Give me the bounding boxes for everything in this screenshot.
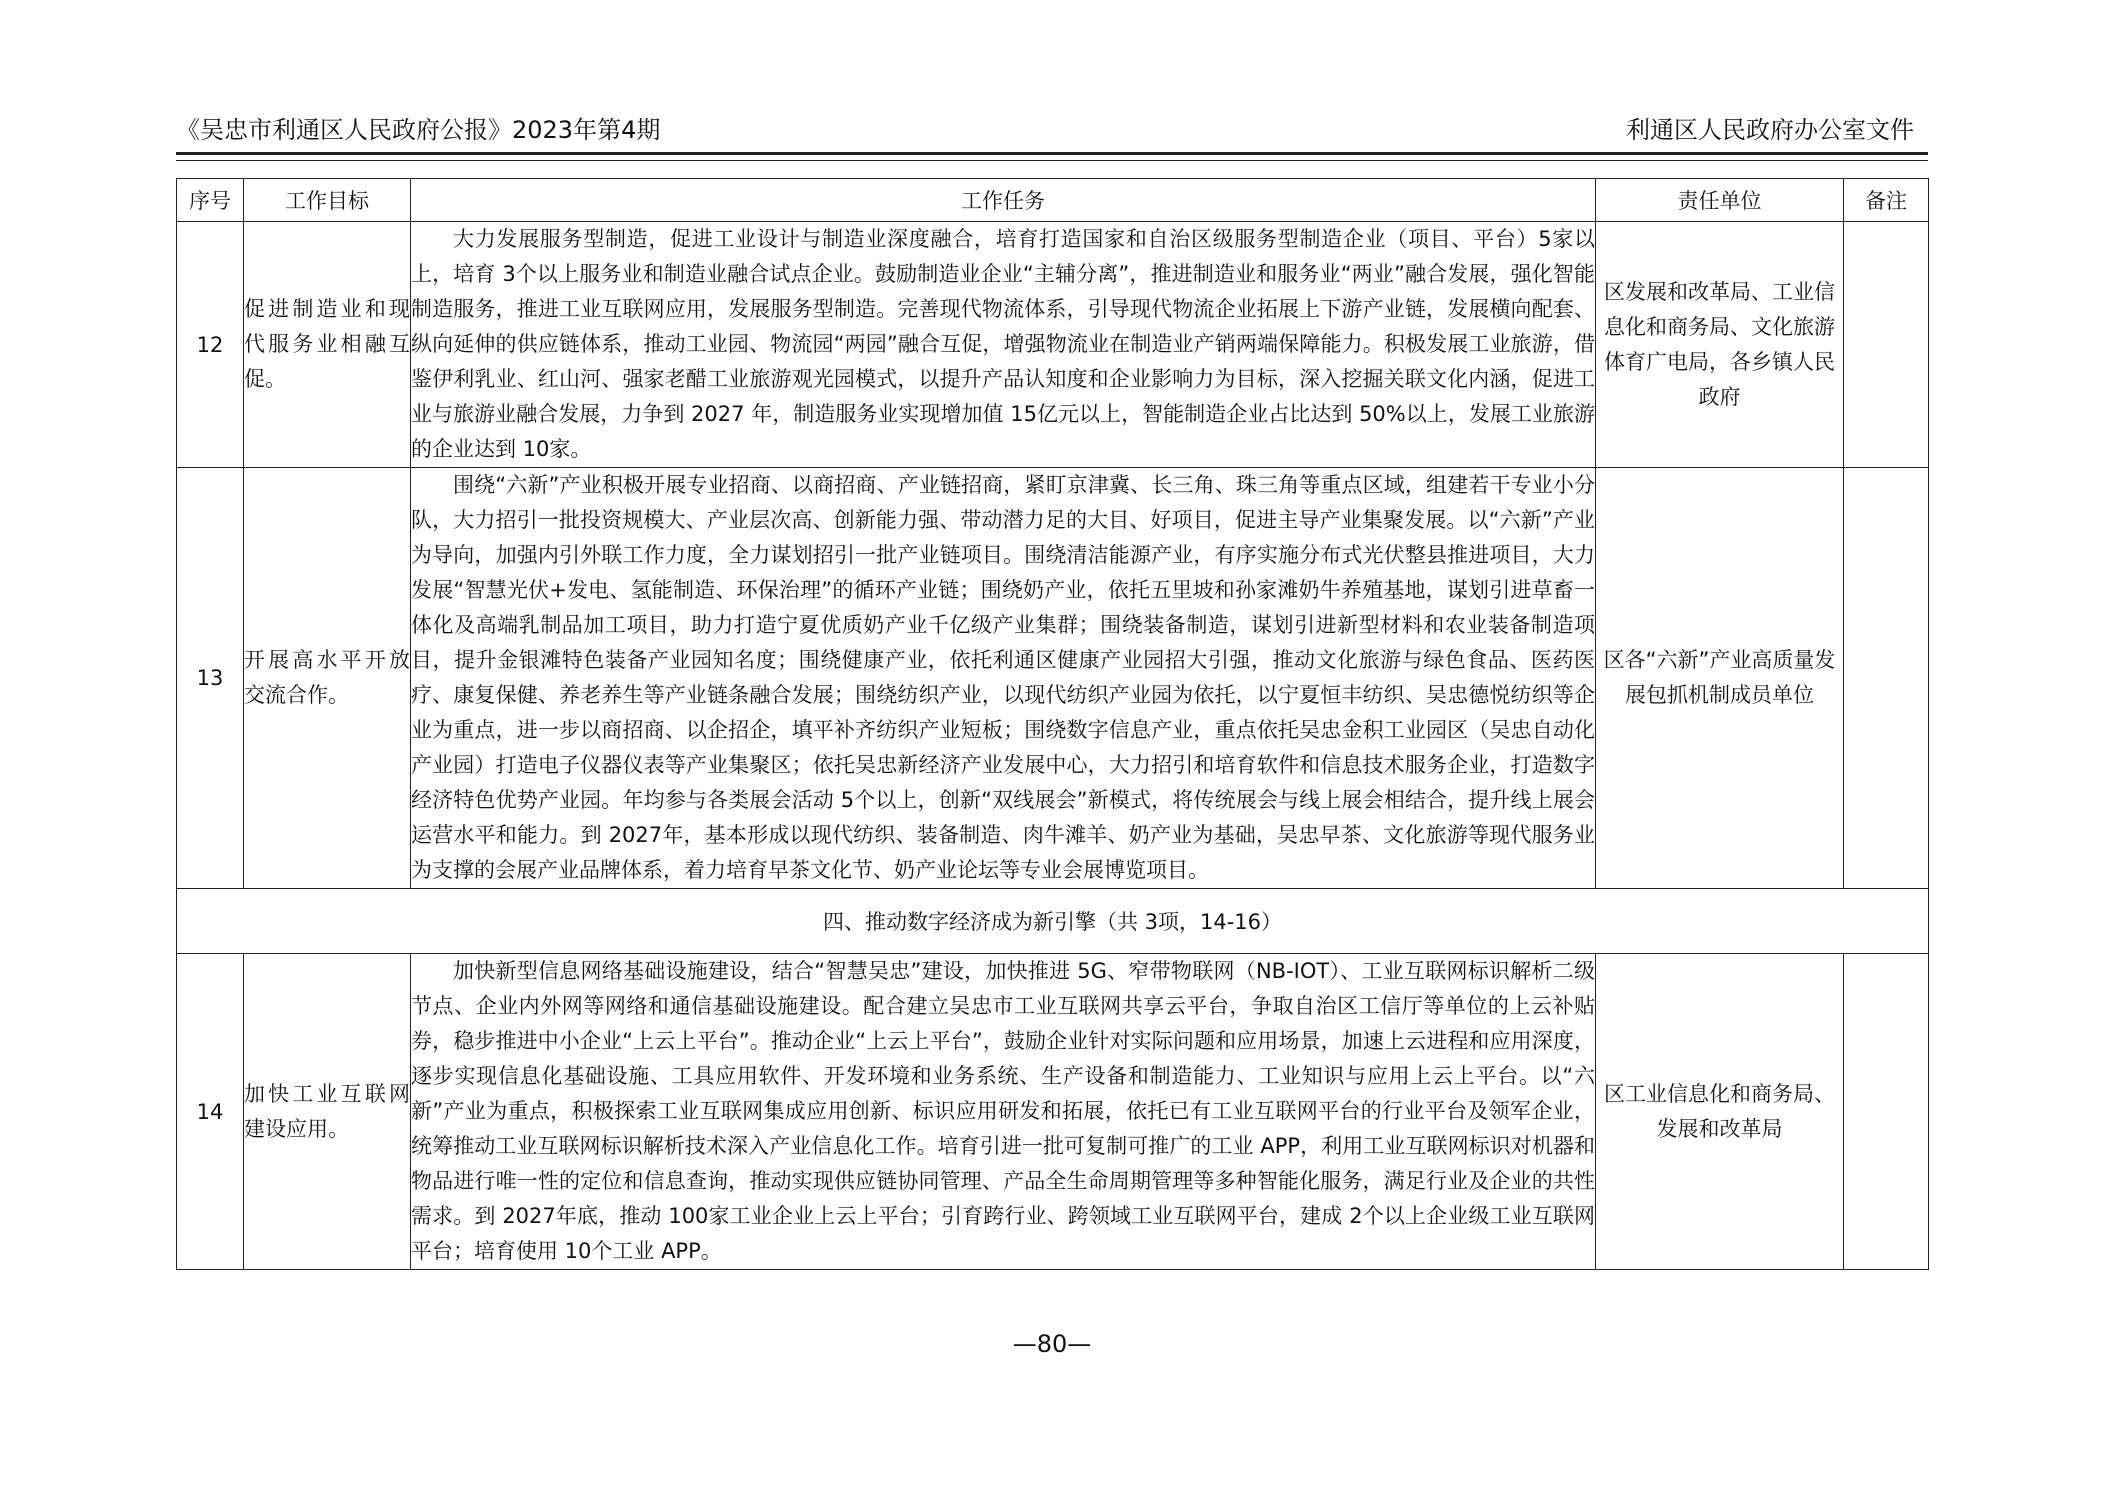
table-header-row xyxy=(177,179,1929,222)
row-goal: 开展高水平开放交流合作。 xyxy=(244,468,411,889)
row-task xyxy=(411,222,1596,468)
row-number: 14 xyxy=(177,954,244,1270)
row-goal: 加快工业互联网建设应用。 xyxy=(244,954,411,1270)
row-number: 13 xyxy=(177,468,244,889)
col-header-task: 工作任务 xyxy=(411,179,1596,222)
row-task xyxy=(411,954,1596,1270)
col-header-num: 序号 xyxy=(177,179,244,222)
row-unit: 区工业信息化和商务局、发展和改革局 xyxy=(1596,954,1844,1270)
row-goal: 促进制造业和现代服务业相融互促。 xyxy=(244,222,411,468)
row-unit: 区各“六新”产业高质量发展包抓机制成员单位 xyxy=(1596,468,1844,889)
row-note xyxy=(1844,954,1929,1270)
table-row xyxy=(177,222,1929,468)
row-note xyxy=(1844,468,1929,889)
header-rule-thin xyxy=(176,160,1928,161)
header-left: 《吴忠市利通区人民政府公报》2023年第4期 xyxy=(176,116,661,144)
table-row xyxy=(177,468,1929,889)
row-task xyxy=(411,468,1596,889)
row-task-text: 围绕“六新”产业积极开展专业招商、以商招商、产业链招商，紧盯京津冀、长三角、珠三角等重点区域，组建若干专业小分队，大力招引一批投资规模大、产业层次高、创新能力强、带动潜力足的大目、好项目，促进主导产业集聚发展。以“六新”产业为导向，加强内引外联工作力度，全力谋划招引一批产业链项目。围绕清洁能源产业，有序实施分布式光伏整县推进项目，大力发展“智慧光伏+发电、氢能制造、环保治理”的循环产业链；围绕奶产业，依托五里坡和孙家滩奶牛养殖基地，谋划引进草畜一体化及高端乳制品加工项目，助力打造宁夏优质奶产业千亿级产业集群；围绕装备制造，谋划引进新型材料和农业装备制造项目，提升金银滩特色装备产业园知名度；围绕健康产业，依托利通区健康产业园招大引强，推动文化旅游与绿色食品、医药医疗、康复保健、养老养生等产业链条融合发展；围绕纺织产业，以现代纺织产业园为依托，以宁夏恒丰纺织、吴忠德悦纺织等企业为重点，进一步以商招商、以企招企，填平补齐纺织产业短板；围绕数字信息产业，重点依托吴忠金积工业园区（吴忠自动化产业园）打造电子仪器仪表等产业集聚区；依托吴忠新经济产业发展中心，大力招引和培育软件和信息技术服务企业，打造数字经济特色优势产业园。年均参与各类展会活动 5个以上，创新“双线展会”新模式，将传统展会与线上展会相结合，提升线上展会运营水平和能力。到 2027年，基本形成以现代纺织、装备制造、肉牛滩羊、奶产业为基础，吴忠早茶、文化旅游等现代服务业为支撑的会展产业品牌体系，着力培育早茶文化节、奶产业论坛等专业会展博览项目。 xyxy=(411,473,1595,882)
col-header-unit: 责任单位 xyxy=(1596,179,1844,222)
section-row xyxy=(177,889,1929,954)
col-header-note: 备注 xyxy=(1844,179,1929,222)
table-row xyxy=(177,954,1929,1270)
section-heading: 四、推动数字经济成为新引擎（共 3项，14-16） xyxy=(177,889,1929,954)
task-table xyxy=(176,178,1929,1270)
row-task-text: 加快新型信息网络基础设施建设，结合“智慧吴忠”建设，加快推进 5G、窄带物联网（NB-IOT）、工业互联网标识解析二级节点、企业内外网等网络和通信基础设施建设。配合建立吴忠市工业互联网共享云平台，争取自治区工信厅等单位的上云补贴券，稳步推进中小企业“上云上平台”。推动企业“上云上平台”，鼓励企业针对实际问题和应用场景，加速上云进程和应用深度，逐步实现信息化基础设施、工具应用软件、开发环境和业务系统、生产设备和制造能力、工业知识与应用上云上平台。以“六新”产业为重点，积极探索工业互联网集成应用创新、标识应用研发和拓展，依托已有工业互联网平台的行业平台及领军企业，统筹推动工业互联网标识解析技术深入产业信息化工作。培育引进一批可复制可推广的工业 APP，利用工业互联网标识对机器和物品进行唯一性的定位和信息查询，推动实现供应链协同管理、产品全生命周期管理等多种智能化服务，满足行业及企业的共性需求。到 2027年底，推动 100家工业企业上云上平台；引育跨行业、跨领域工业互联网平台，建成 2个以上企业级工业互联网平台；培育使用 10个工业 APP。 xyxy=(411,959,1595,1263)
header-right: 利通区人民政府办公室文件 xyxy=(1626,116,1914,144)
header-rule-thick xyxy=(176,152,1928,155)
row-unit: 区发展和改革局、工业信息化和商务局、文化旅游体育广电局，各乡镇人民政府 xyxy=(1596,222,1844,468)
page-number: —80— xyxy=(1012,1330,1092,1358)
row-task-text: 大力发展服务型制造，促进工业设计与制造业深度融合，培育打造国家和自治区级服务型制造企业（项目、平台）5家以上，培育 3个以上服务业和制造业融合试点企业。鼓励制造业企业“主辅分离”，推进制造业和服务业“两业”融合发展，强化智能制造服务，推进工业互联网应用，发展服务型制造。完善现代物流体系，引导现代物流企业拓展上下游产业链，发展横向配套、纵向延伸的供应链体系，推动工业园、物流园“两园”融合互促，增强物流业在制造业产销两端保障能力。积极发展工业旅游，借鉴伊利乳业、红山河、强家老醋工业旅游观光园模式，以提升产品认知度和企业影响力为目标，深入挖掘关联文化内涵，促进工业与旅游业融合发展，力争到 2027 年，制造服务业实现增加值 15亿元以上，智能制造企业占比达到 50%以上，发展工业旅游的企业达到 10家。 xyxy=(411,227,1595,461)
row-number: 12 xyxy=(177,222,244,468)
col-header-goal: 工作目标 xyxy=(244,179,411,222)
row-note xyxy=(1844,222,1929,468)
